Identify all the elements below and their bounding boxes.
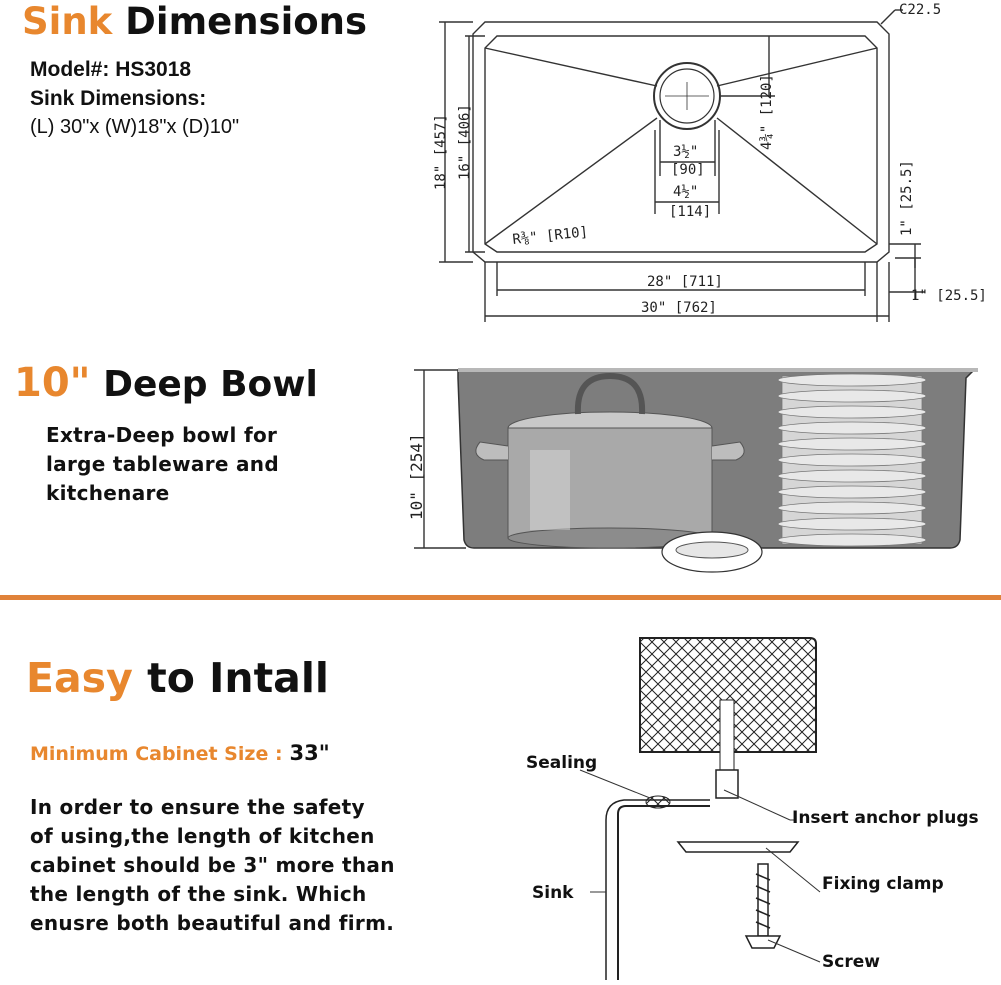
deep-bowl-illustration: [400, 360, 990, 590]
min-cabinet-value: 33": [289, 741, 330, 765]
dim-drain-114: [114]: [669, 204, 712, 220]
min-cabinet-size: [30, 741, 330, 765]
anchor-plug: [716, 770, 738, 798]
title-word-to-intall: to Intall: [147, 654, 329, 702]
screw: [746, 864, 780, 948]
dim-corner-radius: R⅜" [R10]: [511, 224, 589, 248]
dims-value: (L) 30"x (W)18"x (D)10": [30, 116, 240, 138]
title-word-easy: Easy: [26, 654, 133, 702]
section-title-deep-bowl: [14, 360, 318, 406]
dim-ledge-bottom: 1" [25.5]: [911, 288, 987, 304]
label-screw: Screw: [822, 952, 880, 972]
desc-line-1: Extra-Deep bowl for: [46, 423, 278, 447]
plates-stack-illustration: [778, 374, 926, 546]
para-line-4: the length of the sink. Which: [30, 882, 367, 906]
sink-outer-rim: [473, 22, 889, 262]
sink-rim: [618, 806, 710, 980]
section-title-install: [26, 654, 329, 702]
label-sink: Sink: [532, 883, 574, 903]
model-label: Model#:: [30, 58, 110, 81]
dim-width-30: 30" [762]: [641, 300, 717, 316]
install-paragraph: [30, 793, 395, 938]
dims-label: Sink Dimensions:: [30, 87, 207, 110]
dim-ledge-right: 1" [25.5]: [899, 160, 915, 236]
install-diagram: [520, 630, 990, 980]
para-line-5: enusre both beautiful and firm.: [30, 911, 395, 935]
label-sealing: Sealing: [526, 753, 598, 773]
para-line-2: of using,the length of kitchen: [30, 824, 375, 848]
dim-offset-475: 4¾" [120]: [759, 74, 775, 150]
para-line-1: In order to ensure the safety: [30, 795, 365, 819]
dim-drain-90: [90]: [671, 162, 705, 178]
desc-line-2: large tableware and: [46, 452, 279, 476]
label-insert-anchor-plugs: Insert anchor plugs: [792, 808, 979, 828]
dim-depth-10: 10" [254]: [407, 433, 426, 520]
min-cabinet-label: Minimum Cabinet Size :: [30, 743, 283, 765]
title-word-sink: Sink: [22, 0, 113, 43]
para-line-3: cabinet should be 3" more than: [30, 853, 395, 877]
model-value: HS3018: [115, 58, 192, 81]
title-word-dimensions: Dimensions: [125, 0, 368, 43]
dim-c225: C22.5: [899, 2, 942, 18]
title-depth-number: 10": [14, 360, 91, 406]
deep-bowl-description: [46, 421, 279, 508]
section-divider: [0, 595, 1001, 600]
dim-height-16: 16" [406]: [457, 104, 473, 180]
dim-drain-35: 3½": [673, 144, 699, 160]
dim-drain-45: 4½": [673, 184, 699, 200]
desc-line-3: kitchenare: [46, 481, 170, 505]
title-deep-bowl: Deep Bowl: [103, 364, 318, 405]
model-info: [30, 55, 239, 142]
dim-height-18: 18" [457]: [433, 114, 449, 190]
dim-width-28: 28" [711]: [647, 274, 723, 290]
sink-top-view-drawing: [425, 0, 1001, 330]
label-fixing-clamp: Fixing clamp: [822, 874, 944, 894]
fixing-clamp: [678, 842, 798, 852]
section-title-dimensions: [22, 0, 367, 43]
